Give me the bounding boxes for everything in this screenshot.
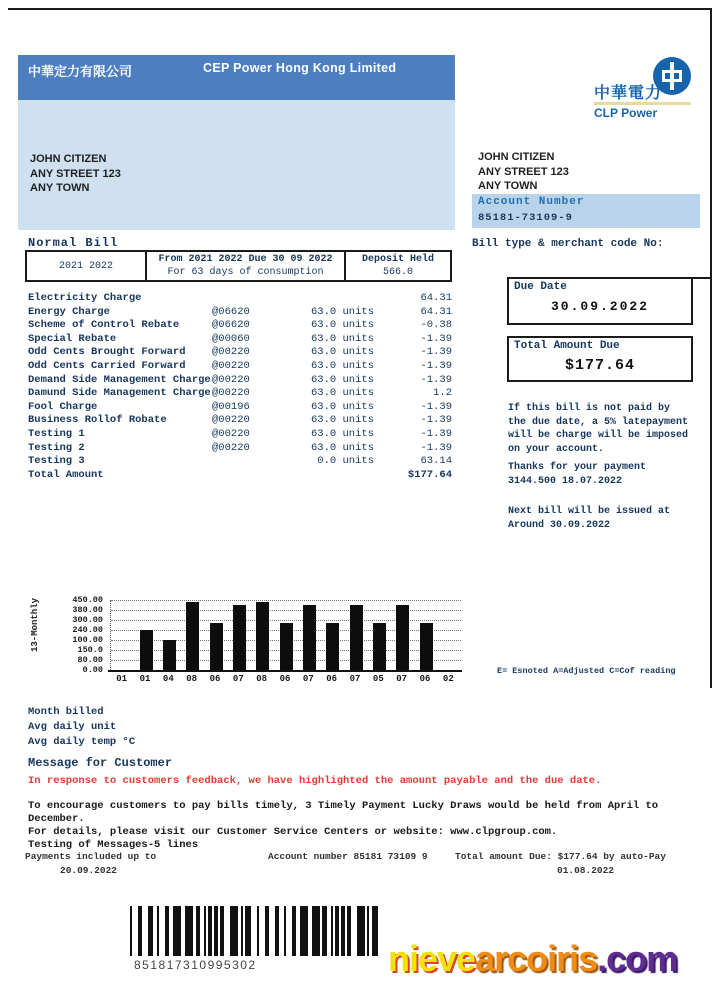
barcode-bar [185,906,193,956]
message-body [28,800,708,852]
chart-legend-note: E= Esnoted A=Adjusted C=Cof reading [497,666,676,676]
footer-account-line: Account number 85181 73109 9 [268,851,428,862]
x-tick-label: 01 [116,674,128,684]
charge-amount: 1.2 [433,387,452,400]
chart-bar [210,623,223,670]
watermark-part3: .com [597,938,678,979]
address-window [18,100,455,230]
stat-avg-daily-temp: Avg daily temp °C [28,736,136,748]
charge-code: @06620 [212,319,250,332]
charge-code: @00220 [212,441,250,454]
company-name-chinese: 中華定力有限公司 [28,65,133,80]
message-line: To encourage customers to pay bills timely, 3 Timely Payment Lucky Draws would be held from April to December. [28,800,659,825]
gridline [111,600,461,601]
charge-row [28,374,452,388]
charge-code [212,455,274,469]
logo-underline [594,102,691,105]
recipient-street: ANY STREET 123 [30,167,121,180]
payment-note-line: 3144.500 18.07.2022 [508,475,623,487]
charge-units: 63.0 units [310,359,374,372]
footer-payments-label: Payments included up to [25,851,157,862]
charge-amount: 64.31 [420,305,452,318]
charge-code: @00220 [212,373,250,386]
charge-row [28,428,452,442]
charge-amount: 63.14 [420,455,452,468]
barcode-bar [173,906,181,956]
x-tick-label: 08 [186,674,198,684]
message-highlight: In response to customers feedback, we have highlighted the amount payable and the due date. [28,775,602,787]
charge-amount: -1.39 [420,400,452,413]
bill-type-line: Bill type & merchant code No: [472,238,664,250]
y-tick-label: 450.00 [72,595,103,605]
message-title: Message for Customer [28,756,173,770]
charge-row [28,360,452,374]
barcode-number: 851817310995302 [134,958,257,972]
charge-row [28,306,452,320]
chart-bar [396,605,409,670]
x-tick-label: 06 [279,674,291,684]
charge-name: Testing 2 [28,441,85,454]
due-date-value: 30.09.2022 [550,299,649,314]
chart-bar [373,623,386,670]
x-tick-label: 07 [396,674,408,684]
logo-name-chinese: 中華電力 [594,83,663,102]
charge-row [28,292,452,306]
x-tick-label: 07 [302,674,314,684]
stat-month-billed: Month billed [28,706,104,718]
header-band [18,55,455,100]
payment-thanks-note [508,461,708,488]
chart-x-labels [110,674,460,686]
charge-units: 63.0 units [310,305,374,318]
x-tick-label: 04 [162,674,174,684]
charge-units: 63.0 units [310,414,374,427]
charge-name: Odd Cents Brought Forward [28,346,186,359]
x-tick-label: 07 [349,674,361,684]
y-tick-label: 240.00 [72,625,103,635]
message-line: Testing of Messages-5 lines [28,839,199,851]
charge-name: Testing 3 [28,455,85,468]
stat-avg-daily-unit: Avg daily unit [28,721,117,733]
charge-code [212,292,274,306]
barcode-bar [312,906,320,956]
next-bill-line: Around 30.09.2022 [508,519,611,531]
account-number-value: 85181-73109-9 [478,212,573,224]
chart-y-ticks [55,596,103,674]
x-tick-label: 08 [256,674,268,684]
total-due-value: $177.64 [564,357,635,374]
charge-units: 63.0 units [310,373,374,386]
chart-bar [350,605,363,670]
y-tick-label: 80.00 [77,655,103,665]
summary-period-cell [147,252,346,280]
watermark-part2: arcoiris [475,938,598,979]
charge-name: Electricity Charge [28,292,142,304]
charge-name: Testing 1 [28,427,85,440]
recipient-town: ANY TOWN [30,182,90,194]
charge-amount: 64.31 [420,292,452,304]
y-tick-label: 100.00 [72,635,103,645]
summary-years: 2021 2022 [58,260,113,272]
charge-name: Fool Charge [28,400,98,413]
charge-code [212,469,274,483]
x-tick-label: 06 [326,674,338,684]
chart-bar [256,602,269,670]
charge-code: @00220 [212,359,250,372]
next-bill-line: Next bill will be issued at [508,506,671,517]
charge-amount: -1.39 [420,441,452,454]
late-note-line: on your account. [508,443,605,455]
summary-period-line2: For 63 days of consumption [167,267,324,278]
summary-deposit-label: Deposit Held [361,254,434,265]
payment-note-line: Thanks for your payment [508,462,647,473]
late-payment-note [508,402,708,456]
chart-bar [420,623,433,670]
late-note-line: the due date, a 5% latepayment [508,416,689,428]
charge-code: @00220 [212,414,250,427]
recipient-town-right: ANY TOWN [478,180,538,192]
charge-units [274,292,374,306]
charge-row [28,401,452,415]
charge-name: Special Rebate [28,332,117,345]
late-note-line: will be charge will be imposed [508,430,689,441]
charge-units: 63.0 units [310,441,374,454]
chart-stat-labels [28,705,135,750]
chart-bar [326,623,339,670]
y-tick-label: 380.00 [72,605,103,615]
top-border-line [8,8,712,10]
chart-y-axis-label: 13-Monthly [30,597,40,652]
summary-deposit-cell [346,252,450,280]
bill-summary-table [25,250,452,282]
x-tick-label: 06 [209,674,221,684]
charge-code: @00220 [212,387,250,400]
bill-title: Normal Bill [28,236,119,250]
charge-amount: -0.38 [420,319,452,332]
watermark-part1: nieve [388,938,476,979]
chart-x-axis-line [108,670,462,672]
charge-code: @00060 [212,332,250,345]
charge-amount: -1.39 [420,346,452,359]
charge-name: Demand Side Management Charge [28,373,211,386]
barcode [130,906,396,956]
charge-amount: -1.39 [420,414,452,427]
late-note-line: If this bill is not paid by [508,403,671,414]
charge-row [28,319,452,333]
chart-bar [186,602,199,670]
barcode-gap [378,906,384,956]
charge-units: 63.0 units [310,427,374,440]
barcode-bar [300,906,308,956]
chart-bar [140,630,153,670]
message-line: For details, please visit our Customer Service Centers or website: www.clpgroup.com. [28,826,558,838]
chart-bar [163,640,176,670]
footer-total-line: Total amount Due: $177.64 by auto-Pay [455,851,666,862]
charge-amount: -1.39 [420,427,452,440]
charge-units: 63.0 units [310,332,374,345]
chart-bar [233,605,246,670]
site-watermark [388,938,677,980]
summary-years-cell [27,252,147,280]
due-box-extension-line [692,277,711,279]
charge-row [28,442,452,456]
charge-row [28,469,452,483]
recipient-name: JOHN CITIZEN [30,153,107,165]
charge-units: 63.0 units [310,346,374,359]
charge-code: @00220 [212,427,250,440]
charge-name: Business Rollof Robate [28,414,167,427]
charge-row [28,455,452,469]
charge-units: 0.0 units [317,455,374,468]
due-date-box [507,277,693,325]
summary-period-line1: From 2021 2022 Due 30 09 2022 [158,254,333,265]
charge-units: 63.0 units [310,319,374,332]
barcode-bar [357,906,365,956]
x-tick-label: 01 [139,674,151,684]
total-due-box [507,336,693,382]
charge-code: @00220 [212,346,250,359]
x-tick-label: 07 [232,674,244,684]
account-number-label: Account Number [478,196,585,208]
summary-deposit-value: 566.0 [382,267,413,278]
recipient-name-right: JOHN CITIZEN [478,151,555,163]
x-tick-label: 06 [419,674,431,684]
account-number-strip [472,194,700,228]
charge-name: Damund Side Management Charge [28,387,211,400]
charge-row [28,414,452,428]
charge-row [28,346,452,360]
logo-glyph-bar [670,62,674,90]
chart-bar [303,605,316,670]
next-bill-note [508,505,708,532]
y-tick-label: 300.00 [72,615,103,625]
total-due-label: Total Amount Due [514,340,620,352]
logo-name-english: CLP Power [594,106,658,120]
charge-units: 63.0 units [310,387,374,400]
footer-payments-date: 20.09.2022 [60,865,118,876]
charge-name: Energy Charge [28,305,110,318]
y-tick-label: 0.00 [82,665,103,675]
charge-units: 63.0 units [310,400,374,413]
x-tick-label: 05 [372,674,384,684]
charge-amount: -1.39 [420,359,452,372]
charge-code: @06620 [212,305,250,318]
chart-bar [280,623,293,670]
charge-amount: -1.39 [420,373,452,386]
charge-code: @00196 [212,400,250,413]
due-date-label: Due Date [514,281,567,293]
footer-total-date: 01.08.2022 [557,865,615,876]
charge-amount: -1.39 [420,332,452,345]
charge-name: Odd Cents Carried Forward [28,359,186,372]
right-border-line [710,8,712,688]
charges-list [28,292,452,482]
charge-row [28,387,452,401]
recipient-street-right: ANY STREET 123 [478,165,569,178]
x-tick-label: 02 [442,674,454,684]
charge-name: Total Amount [28,468,104,481]
charge-name: Scheme of Control Rebate [28,319,180,332]
company-name-english: CEP Power Hong Kong Limited [203,61,397,75]
charge-row [28,333,452,347]
charge-amount: $177.64 [407,468,452,481]
charge-units [274,469,374,483]
barcode-bar [230,906,238,956]
consumption-bar-chart [110,600,461,670]
y-tick-label: 150.0 [77,645,103,655]
